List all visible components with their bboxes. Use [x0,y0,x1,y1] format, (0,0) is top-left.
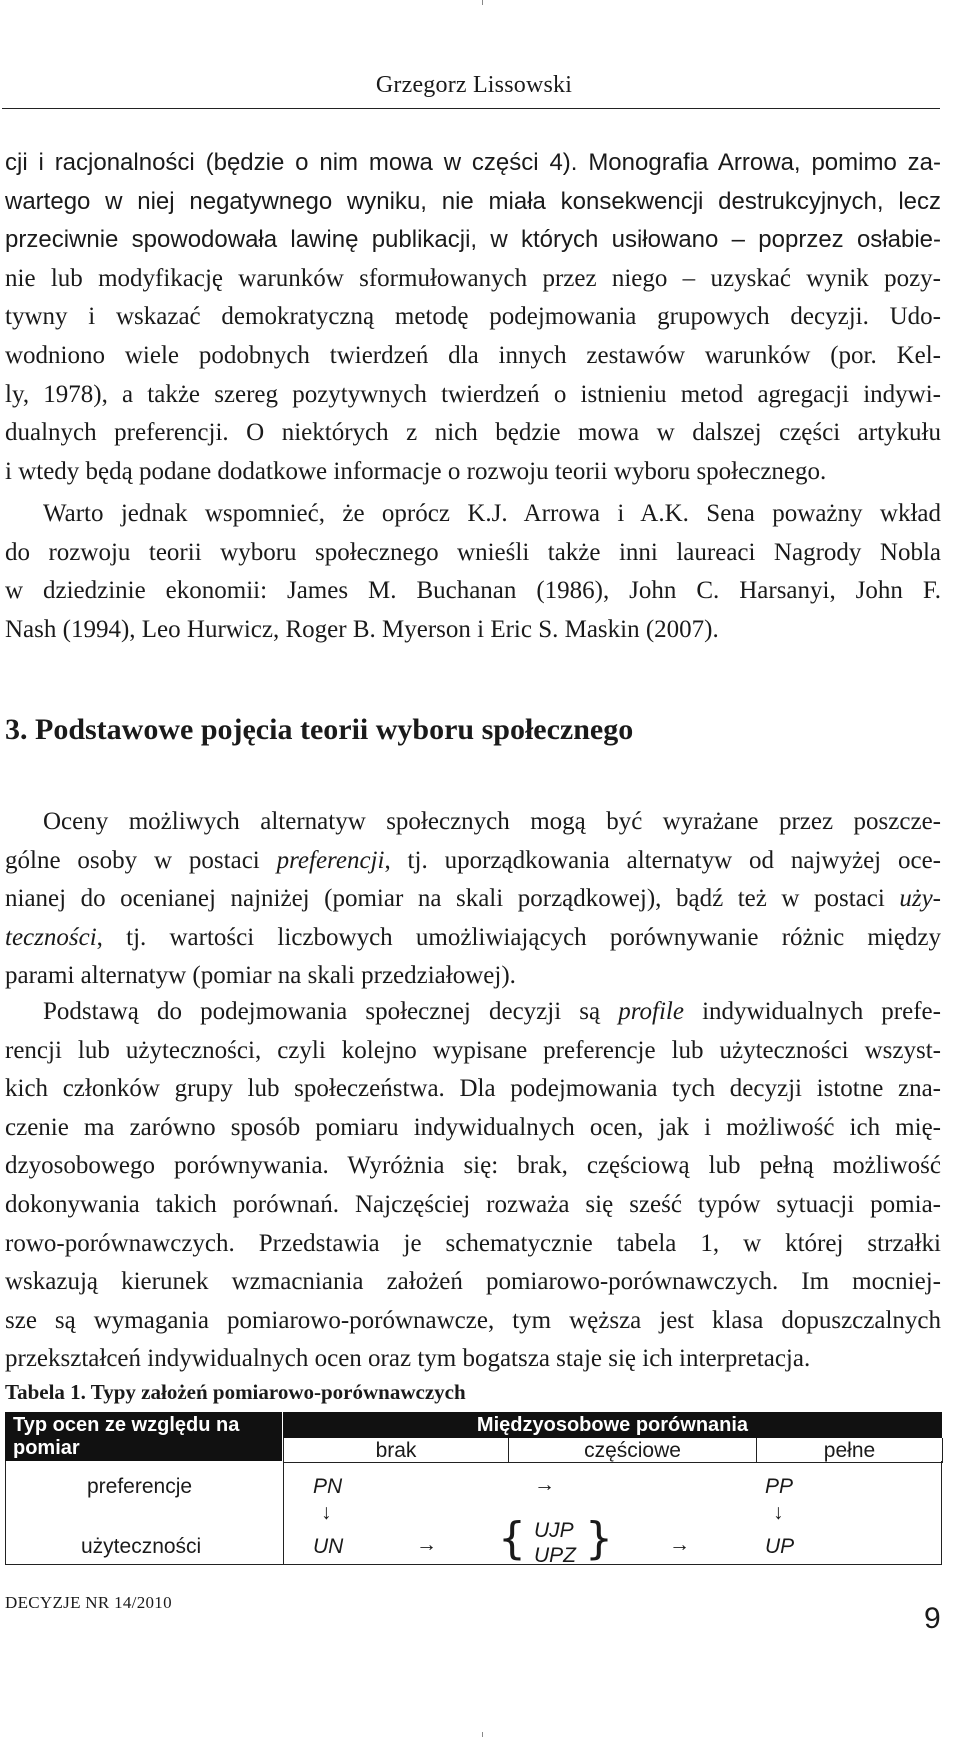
text-line: dzyosobowego porównywania. Wyróżnia się: brak, częściową lub pełną możliwość [5,1152,941,1180]
page-number: 9 [924,1602,941,1635]
paragraph-4 [5,993,941,1379]
cell-up: UP [765,1535,795,1558]
text-line: wartego w niej negatywnego wyniku, nie miała konsekwencji destrukcyjnych, lecz [5,187,941,215]
text-line: gólne osoby w postaci preferencji, tj. uporządkowania alternatyw od najwyżej oce- [5,846,941,874]
bottom-crop-mark [482,1732,483,1737]
text-line: nie lub modyfikację warunków sformułowanych przez niego – uzyskać wynik pozy- [5,264,941,292]
paragraph-3 [5,803,941,996]
section-heading: 3. Podstawowe pojęcia teorii wyboru społecznego [5,713,634,746]
text-line: przekształceń indywidualnych ocen oraz tym bogatsza staje się ich interpretacja. [5,1345,811,1373]
column-header-pelne: pełne [756,1438,942,1462]
text-line: rencji lub użyteczności, czyli kolejno wypisane preferencje lub użyteczności wszyst- [5,1036,941,1064]
table-border-left [5,1461,6,1564]
text-line: do rozwoju teorii wyboru społecznego wnieśli także inni laureaci Nagrody Nobla [5,538,941,566]
text-line: wskazują kierunek wzmacniania założeń pomiarowo-porównawczych. Im mocniej- [5,1268,941,1296]
term-uzytecznosci-part: teczności [5,923,97,951]
footer-journal: DECYZJE NR 14/2010 [5,1593,172,1612]
paragraph-1 [5,144,941,491]
text-line: kich członków grupy lub społeczeństwa. Dla podejmowania tych decyzji istotne zna- [5,1075,941,1103]
text-line: Oceny możliwych alternatyw społecznych mogą być wyrażane przez poszcze- [43,808,941,835]
text-line: parami alternatyw (pomiar na skali przedziałowej). [5,962,516,990]
column-header-brak: brak [283,1438,508,1462]
text-line: czenie ma zarówno sposób pomiaru indywidualnych ocen, jak i możliwość ich mię- [5,1113,941,1141]
right-brace-icon: } [585,1513,613,1564]
text-line: teczności, tj. wartości liczbowych umożliwiających porównywanie różnic między [5,923,941,951]
cell-ujp: UJP [534,1519,574,1542]
text-line: nianej do ocenianej najniżej (pomiar na skali porządkowej), bądź też w postaci uży- [5,885,941,913]
text-line: i wtedy będą podane dodatkowe informacje o rozwoju teorii wyboru społecznego. [5,457,827,485]
paragraph-2 [5,495,941,649]
cell-pn: PN [313,1475,343,1498]
term-uzytecznosci-part: uży- [899,885,941,913]
measurement-table [5,1409,942,1567]
text-line: dualnych preferencji. O niektórych z nich będzie mowa w dalszej części artykułu [5,419,941,447]
column-subheaders [283,1438,943,1463]
header-rule [2,108,940,109]
row-header-title: Typ ocen ze względu na pomiar [5,1412,282,1461]
arrow-down-icon: ↓ [321,1501,332,1524]
term-preferencji: preferencji [276,846,385,874]
column-group-title: Międzyosobowe porównania [283,1412,942,1438]
text-line: Warto jednak wspomnieć, że oprócz K.J. Arrowa i A.K. Sena poważny wkład [43,500,941,527]
table-border-bottom [5,1564,942,1565]
row-label-preferencje: preferencje [87,1475,193,1498]
table-caption: Tabela 1. Typy założeń pomiarowo-porównawczych [5,1380,466,1404]
table-divider [283,1461,284,1564]
text-line: Podstawą do podejmowania społecznej decyzji są profile indywidualnych prefe- [43,998,941,1025]
column-header-czesciowe: częściowe [508,1438,756,1462]
text-line: tywny i wskazać demokratyczną metodę podejmowania grupowych decyzji. Udo- [5,303,941,331]
arrow-right-icon: → [534,1473,555,1496]
text-line: Nash (1994), Leo Hurwicz, Roger B. Myerson i Eric S. Maskin (2007). [5,615,719,643]
text-line: rowo-porównawczych. Przedstawia je schematycznie tabela 1, w której strzałki [5,1229,941,1257]
running-header-author: Grzegorz Lissowski [375,72,573,98]
arrow-down-icon: ↓ [773,1501,784,1524]
text-line: wodniono wiele podobnych twierdzeń dla innych zestawów warunków (por. Kel- [5,341,941,369]
text-line: w dziedzinie ekonomii: James M. Buchanan (1986), John C. Harsanyi, John F. [5,577,941,605]
text-line: sze są wymagania pomiarowo-porównawcze, tym węższa jest klasa dopuszczalnych [5,1306,941,1334]
top-crop-mark [482,0,483,5]
row-label-uzytecznosci: użyteczności [81,1535,202,1558]
arrow-right-icon: → [669,1533,690,1556]
text-line: cji i racjonalności (będzie o nim mowa w części 4). Monografia Arrowa, pomimo za- [5,149,941,176]
arrow-right-icon: → [416,1533,437,1556]
cell-pp: PP [765,1475,794,1498]
text-line: przeciwnie spowodowała lawinę publikacji, w których usiłowano – poprzez osłabie- [5,226,941,254]
term-profile: profile [618,998,684,1025]
cell-un: UN [313,1535,344,1558]
text-line: dokonywania takich porównań. Najczęściej rozważa się sześć typów sytuacji pomia- [5,1190,941,1218]
table-border-right [941,1461,942,1564]
text-line: ly, 1978), a także szereg pozytywnych twierdzeń o istnieniu metod agregacji indywi- [5,380,941,408]
cell-upz: UPZ [534,1544,576,1567]
left-brace-icon: { [498,1513,526,1564]
